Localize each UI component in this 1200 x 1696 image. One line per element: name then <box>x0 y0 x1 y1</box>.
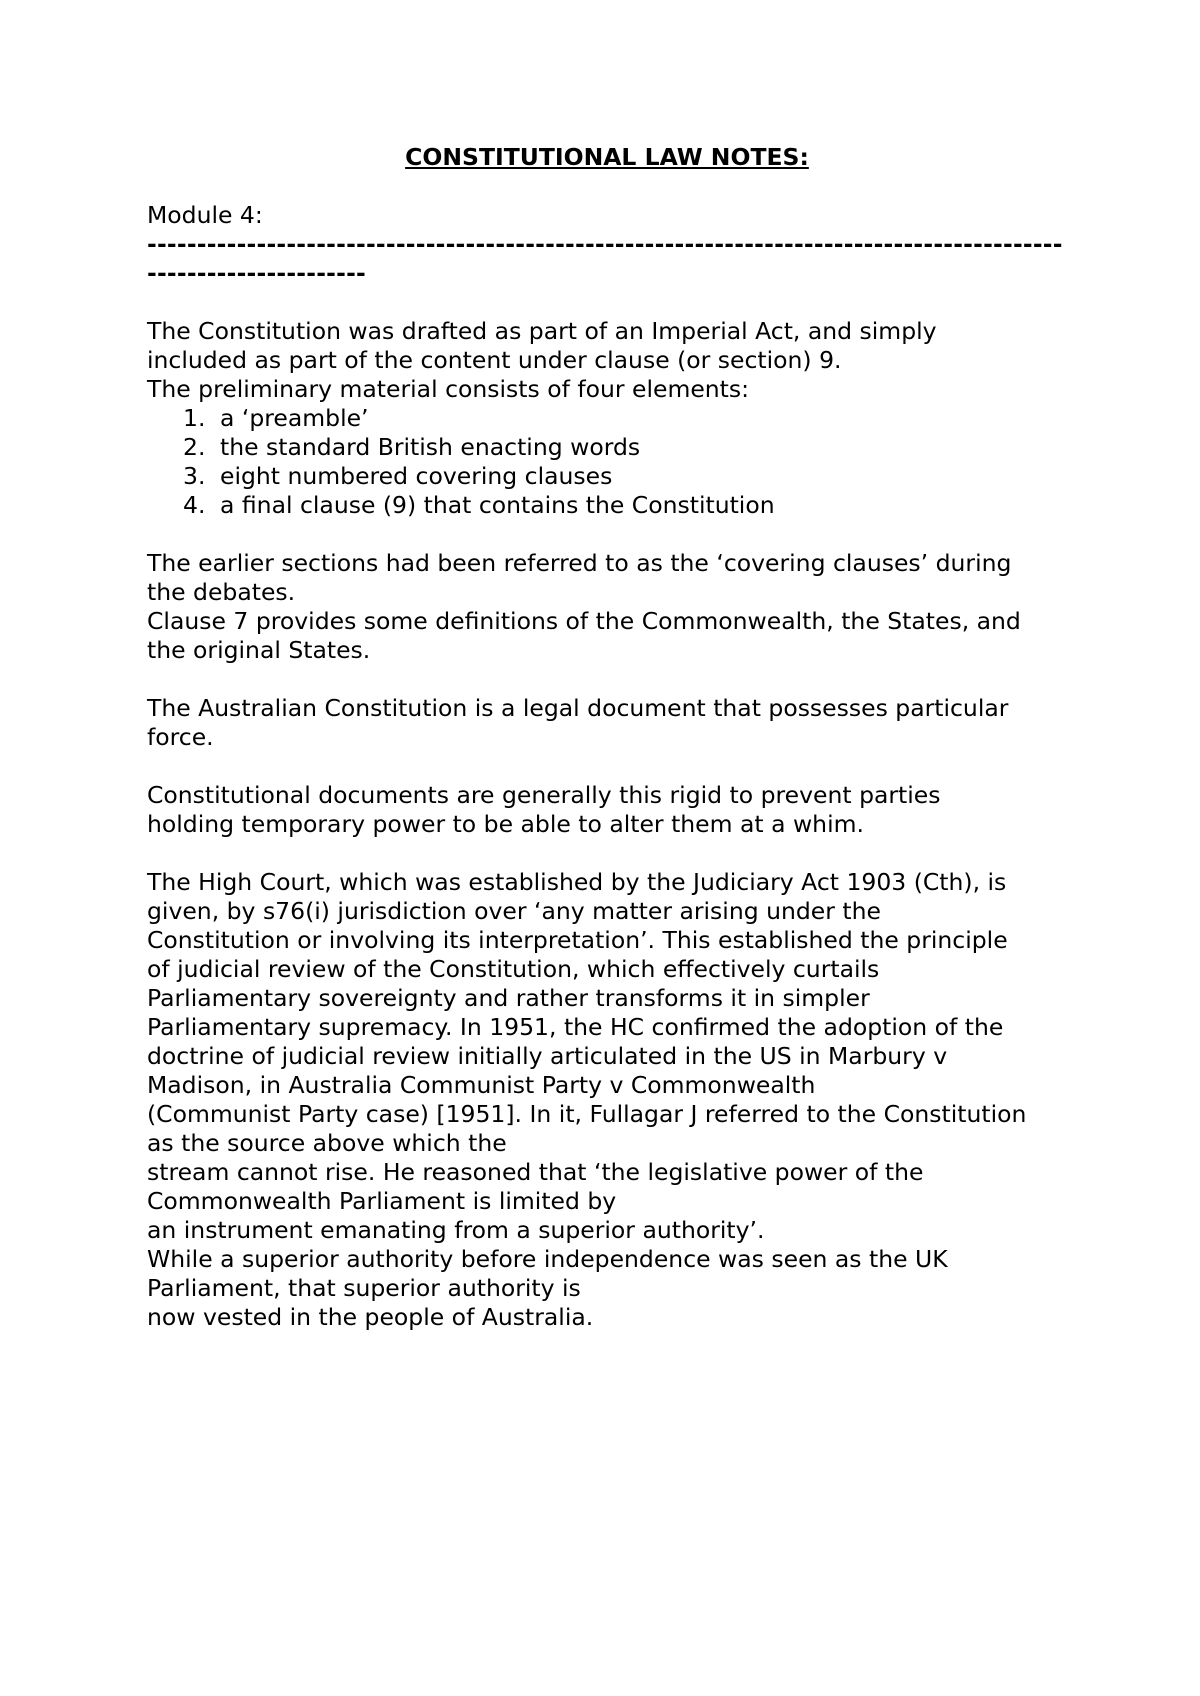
list-item-text: the standard British enacting words <box>220 433 641 461</box>
document-title: CONSTITUTIONAL LAW NOTES: <box>405 143 809 171</box>
intro-line: included as part of the content under clause (or section) 9. <box>147 346 842 374</box>
high-court-line: stream cannot rise. He reasoned that ‘the legislative power of the <box>147 1158 924 1186</box>
list-item <box>183 462 1067 491</box>
high-court-line: Commonwealth Parliament is limited by <box>147 1187 617 1215</box>
high-court-line: Constitution or involving its interpretation’. This established the principle <box>147 926 1008 954</box>
list-item-number: 2. <box>183 433 206 461</box>
high-court-line: of judicial review of the Constitution, which effectively curtails <box>147 955 880 983</box>
legal-document-line: The Australian Constitution is a legal document that possesses particular <box>147 694 1009 722</box>
high-court-line: as the source above which the <box>147 1129 507 1157</box>
blank-line <box>147 520 1067 549</box>
high-court-line: The High Court, which was established by the Judiciary Act 1903 (Cth), is <box>147 868 1007 896</box>
list-item-text: a ‘preamble’ <box>220 404 369 432</box>
high-court-line: Madison, in Australia Communist Party v Commonwealth <box>147 1071 816 1099</box>
covering-clauses-line: the original States. <box>147 636 371 664</box>
covering-clauses-line: Clause 7 provides some definitions of the Commonwealth, the States, and <box>147 607 1021 635</box>
intro-line: The preliminary material consists of four elements: <box>147 375 750 403</box>
list-item-number: 4. <box>183 491 206 519</box>
covering-clauses-line: The earlier sections had been referred to as the ‘covering clauses’ during <box>147 549 1012 577</box>
intro-line: The Constitution was drafted as part of an Imperial Act, and simply <box>147 317 937 345</box>
blank-line <box>147 752 1067 781</box>
document-body <box>147 143 1067 1332</box>
list-item-text: eight numbered covering clauses <box>220 462 613 490</box>
high-court-line: While a superior authority before independence was seen as the UK <box>147 1245 948 1273</box>
blank-line <box>147 839 1067 868</box>
high-court-line: (Communist Party case) [1951]. In it, Fullagar J referred to the Constitution <box>147 1100 1027 1128</box>
rigidity-line: holding temporary power to be able to alter them at a whim. <box>147 810 864 838</box>
blank-line <box>147 288 1067 317</box>
list-item <box>183 433 1067 462</box>
high-court-line: now vested in the people of Australia. <box>147 1303 594 1331</box>
legal-document-line: force. <box>147 723 214 751</box>
list-item-number: 3. <box>183 462 206 490</box>
rigidity-line: Constitutional documents are generally this rigid to prevent parties <box>147 781 941 809</box>
high-court-line: doctrine of judicial review initially articulated in the US in Marbury v <box>147 1042 948 1070</box>
high-court-line: an instrument emanating from a superior authority’. <box>147 1216 765 1244</box>
module-label: Module 4: <box>147 201 263 229</box>
high-court-line: given, by s76(i) jurisdiction over ‘any matter arising under the <box>147 897 881 925</box>
list-item-text: a final clause (9) that contains the Constitution <box>220 491 775 519</box>
list-item <box>183 491 1067 520</box>
divider-line: ------------------------------------------------------------------------------------------------------------------ <box>147 230 1063 287</box>
high-court-line: Parliament, that superior authority is <box>147 1274 581 1302</box>
high-court-line: Parliamentary supremacy. In 1951, the HC confirmed the adoption of the <box>147 1013 1004 1041</box>
blank-line <box>147 665 1067 694</box>
elements-list <box>147 404 1067 520</box>
high-court-line: Parliamentary sovereignty and rather transforms it in simpler <box>147 984 870 1012</box>
list-item <box>183 404 1067 433</box>
list-item-number: 1. <box>183 404 206 432</box>
covering-clauses-line: the debates. <box>147 578 296 606</box>
